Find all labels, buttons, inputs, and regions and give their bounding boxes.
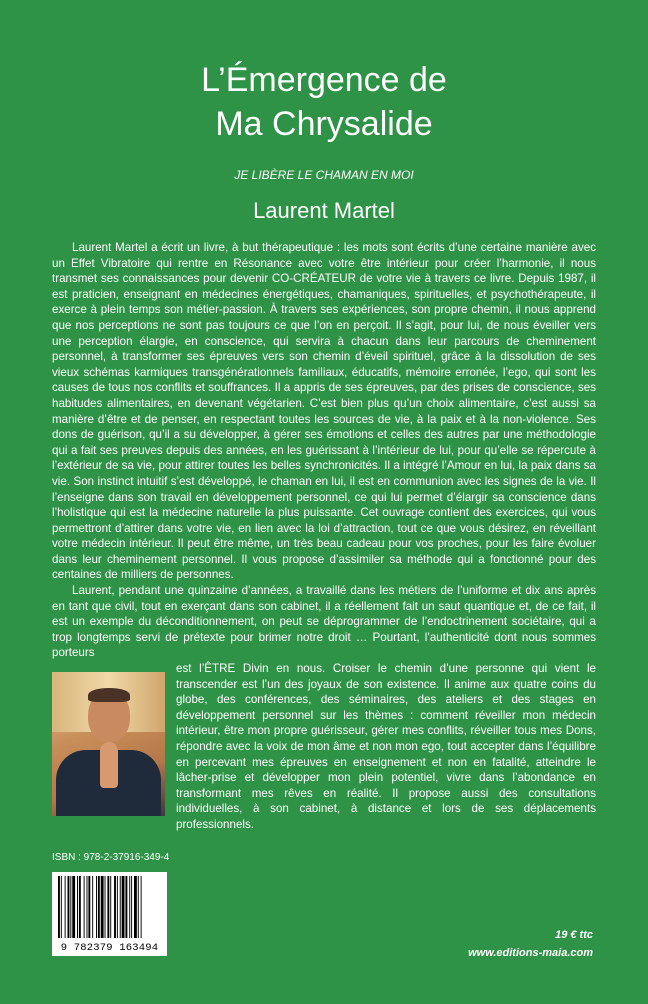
price: 19 € ttc: [555, 929, 593, 941]
barcode-bar: [120, 876, 121, 938]
barcode-bar: [110, 876, 111, 938]
barcode-bar: [58, 876, 60, 938]
book-title: [0, 58, 648, 146]
summary-paragraph-2-lead: Laurent, pendant une quinzaine d’années, a travaillé dans les métiers de l’uniforme et dix ans après en tant que civil, tout en exerçant dans son cabinet, il a réellement fait un saut quantique et, de ce fait, il est un exemple du déconditionnement, on peut se déprogrammer de l’endoctrinement sociétaire, qui a trop longtemps servi de prétexte pour brimer notre droit … Pourtant, l’authenticité dont nous sommes porteurs: [52, 584, 596, 660]
barcode-bar: [77, 876, 78, 938]
author-name: Laurent Martel: [253, 198, 395, 223]
barcode-bar: [141, 876, 142, 938]
summary-text: [52, 240, 596, 661]
barcode-bar: [68, 876, 70, 938]
barcode-bar: [129, 876, 130, 938]
barcode-bar: [131, 876, 132, 938]
isbn-label: ISBN : 978-2-37916-349-4: [52, 852, 170, 863]
barcode: [52, 872, 167, 956]
barcode-digits: 9 782379 163494: [60, 942, 159, 954]
summary-paragraph-1: Laurent Martel a écrit un livre, à but thérapeutique : les mots sont écrits d’une certaine manière avec un Effet Vibratoire qui rentre en Résonance avec votre être intérieur pour créer l’harmonie, il nous transmet ses connaissances pour devenir CO-CRÉATEUR de votre vie à travers ce livre. Depuis 1987, il est praticien, enseignant en médecines énergétiques, chamaniques, spirituelles, et psychothérapeute, il exerce à plein temps son métier-passion. À travers ses expériences, son propre chemin, il nous apprend que nos perceptions ne sont pas toujours ce que l’on en perçoit. Il s’agit, pour lui, de nous éveiller vers une perception élargie, en conscience, qui servira à chacun dans leur parcours de cheminement personnel, à transformer ses épreuves vers son chemin d’éveil spirituel, grâce à la dissolution de ses vieux schémas karmiques transgénérationnels familiaux, éducatifs, mémoire erronée, l’ego, qui sont les causes de tous nos conflits et souffrances. Il a appris de ses épreuves, par des prises de conscience, ses habitudes alimentaires, en devenant végétarien. C’est bien plus qu’un choix alimentaire, c’est aussi sa manière d’être et de penser, en respectant toutes les sources de vie, à la paix et à la non-violence. Ses dons de guérison, qu’il a su développer, à gérer ses émotions et celles des autres par une méthodologie qui a fait ses preuves depuis des années, en les guérissant à l’intérieur de lui, pour qu’elle se répercute à l’extérieur de sa vie, pour attirer toutes les belles synchronicités. Il a intégré l’Amour en lui, la paix dans sa vie. Son instinct intuitif s’est développé, le chaman en lui, il est en communion avec les signes de la vie. Il l’enseigne dans son travail en développement personnel, ce qui lui permet d’élargir sa conscience dans l’holistique qui est la médecine naturelle la plus puissante. Cet ouvrage contient des exercices, qui vous permettront d’attirer dans votre vie, en lien avec la loi d’attraction, tout ce que vous désirez, en réveillant votre médecin intérieur. Il peut être même, un très beau cadeau pour vos proches, pour les faire évoluer dans leur cheminement personnel. Il vous propose d’assimiler sa méthode qui a fonctionné pour des centaines de milliers de personnes.: [52, 241, 596, 582]
barcode-bar: [105, 876, 106, 938]
barcode-bar: [72, 876, 75, 938]
barcode-bar: [92, 876, 93, 938]
author-photo: [52, 672, 165, 816]
book-title-line-2: Ma Chrysalide: [215, 105, 433, 143]
barcode-bar: [125, 876, 127, 938]
barcode-bar: [114, 876, 116, 938]
barcode-bar: [138, 876, 139, 938]
summary-paragraph-2-wrap: [176, 661, 596, 833]
barcode-bar: [117, 876, 118, 938]
barcode-bar: [61, 876, 62, 938]
barcode-bar: [122, 876, 125, 938]
barcode-bar: [79, 876, 81, 938]
barcode-bar: [98, 876, 100, 938]
barcode-bar: [107, 876, 109, 938]
barcode-bars: [58, 876, 161, 940]
book-subtitle: JE LIBÈRE LE CHAMAN EN MOI: [234, 168, 414, 182]
barcode-bar: [84, 876, 85, 938]
publisher-website: www.editions-maia.com: [468, 947, 593, 959]
barcode-bar: [70, 876, 71, 938]
book-title-line-1: L’Émergence de: [201, 61, 447, 99]
barcode-bar: [134, 876, 137, 938]
barcode-bar: [96, 876, 97, 938]
barcode-bar: [88, 876, 90, 938]
barcode-bar: [87, 876, 88, 938]
summary-paragraph-2-continued: est l’ÊTRE Divin en nous. Croiser le chemin d’une personne qui vient le transcender est l’un des joyaux de son existence. Il anime aux quatre coins du globe, des conférences, des séminaires, des ateliers et des stages en développement personnel sur les thèmes : comment réveiller mon médecin intérieur, être mon propre guérisseur, gérer mes conflits, réveiller tous mes Dons, répondre avec la voix de mon âme et non mon ego, tout accepter dans l’équilibre en percevant mes épreuves en enseignement et non en fatalité, atteindre le lâcher-prise et développer mon plein potentiel, vivre dans l’abondance en transformant mes rêves en réalité. Il propose aussi des consultations individuelles, à son cabinet, à distance et lors de ses déplacements professionnels.: [176, 662, 596, 831]
barcode-bar: [101, 876, 104, 938]
barcode-bar: [65, 876, 66, 938]
